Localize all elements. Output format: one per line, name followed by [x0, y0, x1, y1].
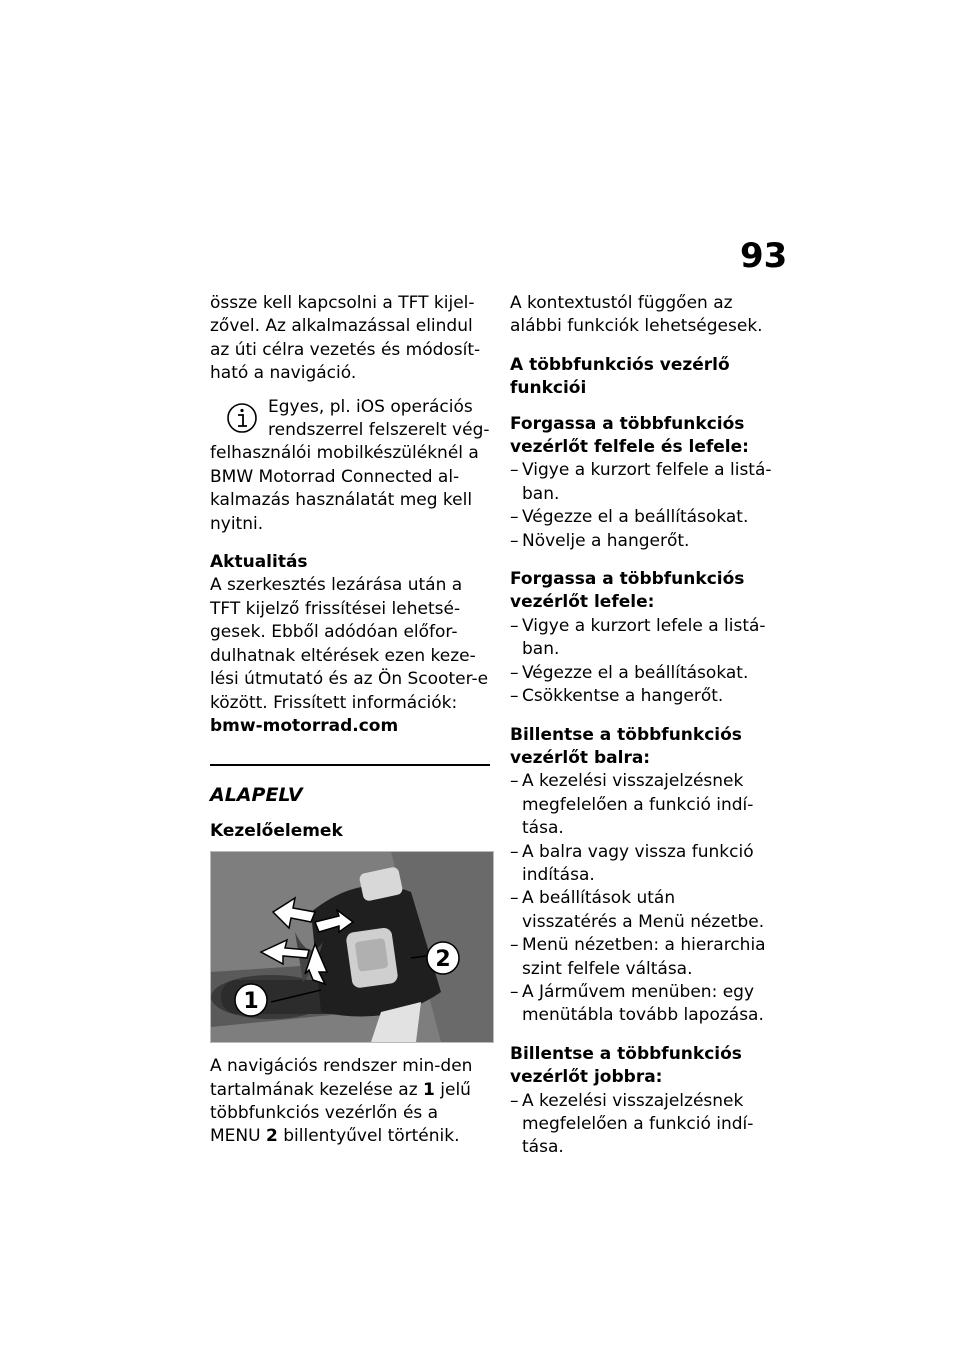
list-dash: –	[510, 1090, 519, 1111]
list-item	[510, 770, 775, 840]
caption-ref-2: 2	[265, 1126, 278, 1147]
controls-heading: Kezelőelemek	[210, 820, 343, 841]
list-item-text: Vigye a kurzort felfele a listá-ban.	[522, 460, 772, 504]
caption-part-2: jelű többfunkciós vezérlőn és a MENU	[210, 1079, 471, 1147]
list-item-text: Menü nézetben: a hierarchia szint felfele váltása.	[522, 935, 766, 979]
list-dash: –	[510, 841, 519, 862]
list-dash: –	[510, 771, 519, 792]
list-item	[510, 506, 775, 529]
list-item	[510, 662, 775, 685]
list-item-text: A balra vagy vissza funkció indítása.	[522, 841, 754, 885]
list-dash: –	[510, 981, 519, 1002]
list-item-text: A kezelési visszajelzésnek megfelelően a funkció indí-tása.	[522, 1090, 754, 1158]
list-item-text: Vigye a kurzort lefele a listá-ban.	[522, 615, 766, 660]
info-icon	[226, 402, 258, 434]
info-note-text: felhasználói mobilkészüléknél a BMW Motorrad Connected al-kalmazás használatát meg kell nyitni.	[210, 443, 479, 534]
list-dash: –	[510, 888, 519, 909]
list-item-text: Végezze el a beállításokat.	[522, 507, 749, 528]
list-dash: –	[510, 662, 519, 683]
figure-caption	[210, 1055, 490, 1149]
group-heading: Billentse a többfunkciós vezérlőt jobbra:	[510, 1043, 742, 1088]
list-item-text: Csökkentse a hangerőt.	[522, 686, 724, 707]
list-dash: –	[510, 460, 519, 481]
handlebar-illustration	[211, 852, 493, 1042]
list-item-text: A kezelési visszajelzésnek megfelelően a funkció indí-tása.	[522, 771, 754, 839]
list-item	[510, 841, 775, 888]
list-dash: –	[510, 935, 519, 956]
functions-heading: A többfunkciós vezérlő funkciói	[510, 354, 730, 399]
caption-part-1: A navigációs rendszer min-den tartalmának kezelése az	[210, 1056, 473, 1100]
update-text: A szerkesztés lezárása után a TFT kijelző frissítései lehetsé-gesek. Ebből adódóan előfor-dulhatnak eltérések ezen keze-lési útmutató és az Ön Scooter-e között. Frissített információk:	[210, 575, 489, 713]
section-divider	[210, 764, 490, 766]
list-item	[510, 934, 775, 981]
list-item-text: A Járművem menüben: egy menütábla tovább lapozása.	[522, 981, 764, 1026]
list-item	[510, 685, 775, 708]
list-item	[510, 615, 775, 662]
list-item	[510, 1090, 775, 1160]
right-column	[510, 292, 775, 1160]
list-item-text: Végezze el a beállításokat.	[522, 662, 749, 683]
update-link[interactable]: bmw-motorrad.com	[210, 715, 399, 736]
section-title: ALAPELV	[210, 784, 303, 807]
info-note-first-line: Egyes, pl. iOS operációs rendszerrel felszerelt vég-	[268, 396, 490, 441]
left-column	[210, 292, 490, 1149]
list-item	[510, 530, 775, 553]
list-item	[510, 459, 775, 506]
list-item-text: Növelje a hangerőt.	[522, 530, 690, 551]
group-heading: Forgassa a többfunkciós vezérlőt lefele:	[510, 569, 745, 613]
group-heading: Billentse a többfunkciós vezérlőt balra:	[510, 724, 742, 768]
context-text: A kontextustól függően az alábbi funkciók lehetségesek.	[510, 293, 763, 337]
caption-ref-1: 1	[423, 1079, 435, 1100]
callout-2-label: 2	[435, 947, 451, 973]
group-heading: Forgassa a többfunkciós vezérlőt felfele és lefele:	[510, 413, 749, 458]
update-heading: Aktualitás	[210, 552, 308, 573]
list-dash: –	[510, 507, 519, 528]
callout-1-label: 1	[243, 989, 259, 1015]
page-number: 93	[740, 236, 788, 276]
list-item	[510, 981, 775, 1028]
info-note	[210, 396, 490, 536]
list-item	[510, 887, 775, 934]
list-item-text: A beállítások után visszatérés a Menü nézetbe.	[522, 888, 765, 932]
list-dash: –	[510, 686, 519, 707]
caption-part-3: billentyűvel történik.	[283, 1126, 460, 1147]
intro-paragraph: össze kell kapcsolni a TFT kijel-zővel. Az alkalmazással elindul az úti célra vezetés és módosít-ható a navigáció.	[210, 293, 481, 384]
list-dash: –	[510, 615, 519, 636]
list-dash: –	[510, 530, 519, 551]
handlebar-controls-figure	[210, 851, 494, 1043]
